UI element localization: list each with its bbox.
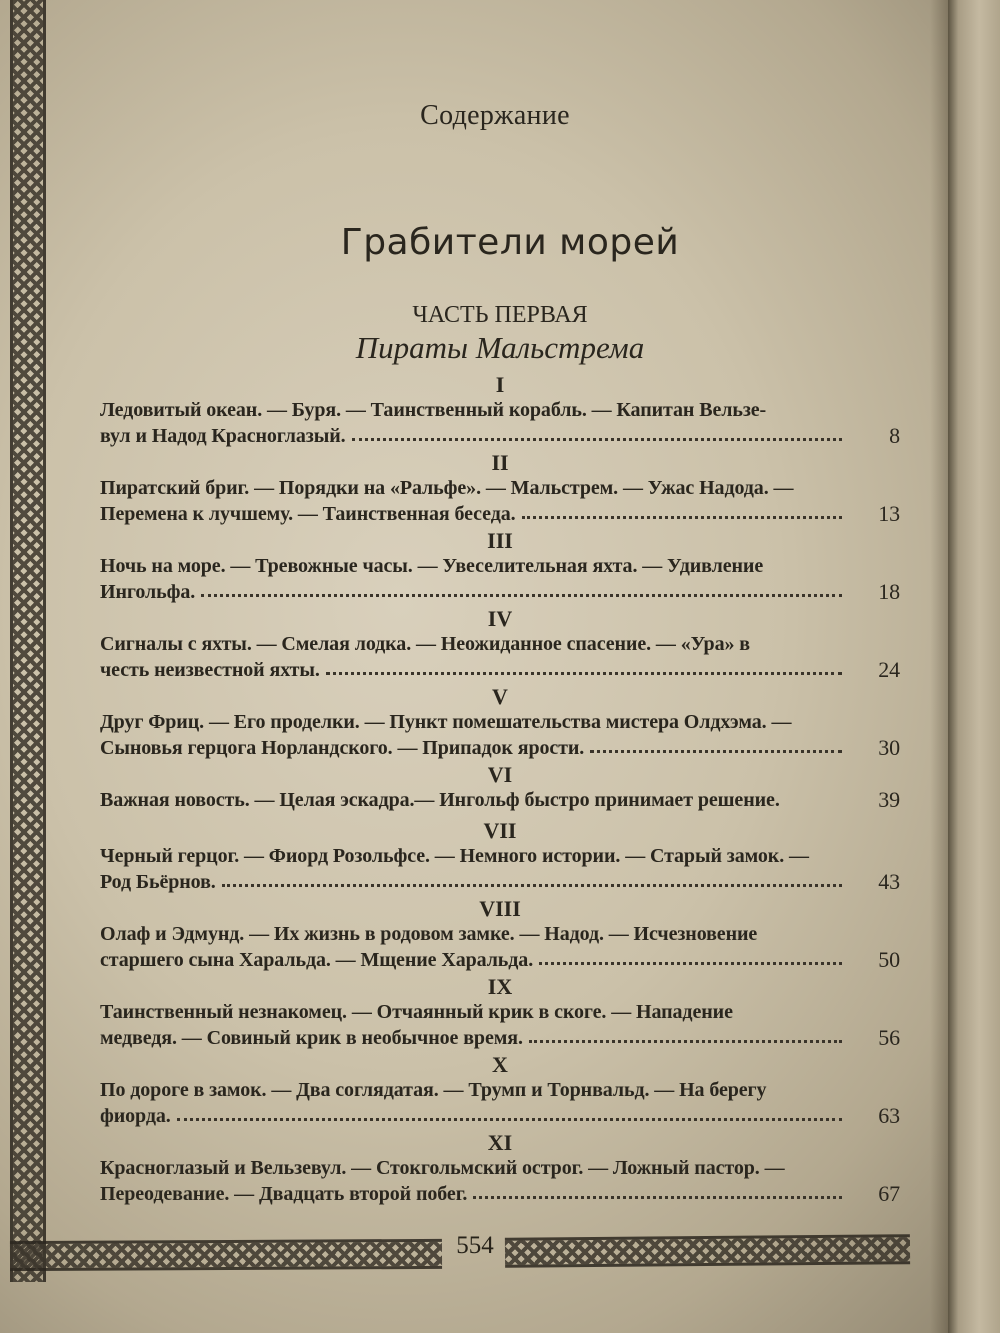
chapter-numeral: VI <box>487 762 513 787</box>
chapter-page-number: 43 <box>878 869 900 894</box>
dot-leader <box>522 516 842 519</box>
chapter-summary-line: Красноглазый и Вельзевул. — Стокгольмский острог. — Ложный пастор. — <box>100 1157 785 1179</box>
chapter-entry <box>100 475 900 527</box>
chapter-numeral: III <box>487 528 513 553</box>
chapter-summary-line: Пиратский бриг. — Порядки на «Ральфе». — Мальстрем. — Ужас Надода. — <box>100 477 794 499</box>
table-of-contents <box>100 372 900 1208</box>
chapter-page-number: 24 <box>878 657 900 682</box>
dot-leader <box>529 1040 842 1043</box>
toc-chapter <box>100 762 900 818</box>
chapter-page-number: 63 <box>878 1103 900 1128</box>
chapter-summary-line: Олаф и Эдмунд. — Их жизнь в родовом замке. — Надод. — Исчезновение <box>100 923 758 945</box>
chapter-entry <box>100 1155 900 1207</box>
chapter-entry <box>100 631 900 683</box>
chapter-numeral: XI <box>487 1130 513 1155</box>
page-number: 554 <box>456 1232 494 1259</box>
chapter-entry <box>100 709 900 761</box>
chapter-summary-line: Сыновья герцога Норландского. — Припадок ярости. <box>100 737 585 759</box>
chapter-numeral: VIII <box>479 896 521 921</box>
toc-chapter <box>100 372 900 450</box>
chapter-numeral: I <box>495 372 505 397</box>
dot-leader <box>473 1196 842 1199</box>
chapter-page-number: 56 <box>878 1025 900 1050</box>
toc-chapter <box>100 684 900 762</box>
chapter-entry <box>100 1077 900 1129</box>
chapter-numeral: II <box>491 450 509 475</box>
decorative-border-bottom-right <box>505 1234 910 1268</box>
chapter-summary-line: По дороге в замок. — Два соглядатая. — Трумп и Торнвальд. — На берегу <box>100 1079 767 1101</box>
chapter-summary-line: честь неизвестной яхты. <box>100 659 320 681</box>
chapter-numeral: IV <box>487 606 513 631</box>
toc-chapter <box>100 450 900 528</box>
adjacent-page-edge <box>948 0 1000 1333</box>
chapter-page-number: 18 <box>878 579 900 604</box>
chapter-entry <box>100 553 900 605</box>
chapter-summary-line: медведя. — Совиный крик в необычное время. <box>100 1027 523 1049</box>
dot-leader <box>222 884 842 887</box>
chapter-entry <box>100 921 900 973</box>
chapter-page-number: 39 <box>878 787 900 812</box>
toc-chapter <box>100 606 900 684</box>
dot-leader <box>786 802 842 805</box>
toc-chapter <box>100 1130 900 1208</box>
chapter-entry <box>100 787 900 813</box>
decorative-border-bottom-left <box>10 1239 442 1271</box>
chapter-numeral: X <box>492 1052 508 1077</box>
chapter-summary-line: фиорда. <box>100 1105 171 1127</box>
dot-leader <box>177 1118 842 1121</box>
chapter-summary-line: Род Бьёрнов. <box>100 871 216 893</box>
chapter-entry <box>100 843 900 895</box>
chapter-page-number: 13 <box>878 501 900 526</box>
toc-chapter <box>100 818 900 896</box>
decorative-border-left <box>10 0 46 1282</box>
chapter-summary-line: Ингольфа. <box>100 581 196 603</box>
chapter-summary-line: Сигналы с яхты. — Смелая лодка. — Неожиданное спасение. — «Ура» в <box>100 633 750 655</box>
chapter-page-number: 50 <box>878 947 900 972</box>
chapter-page-number: 8 <box>889 423 900 448</box>
chapter-entry <box>100 397 900 449</box>
book-title: Грабители морей <box>340 222 680 263</box>
chapter-summary-line: Перемена к лучшему. — Таинственная беседа. <box>100 503 516 525</box>
chapter-summary-line: Важная новость. — Целая эскадра.— Ингольф быстро принимает решение. <box>100 789 780 811</box>
dot-leader <box>326 672 842 675</box>
chapter-numeral: IX <box>487 974 513 999</box>
toc-chapter <box>100 974 900 1052</box>
contents-heading: Содержание <box>420 100 570 131</box>
dot-leader <box>590 750 842 753</box>
chapter-summary-line: вул и Надод Красноглазый. <box>100 425 346 447</box>
toc-chapter <box>100 528 900 606</box>
chapter-summary-line: старшего сына Харальда. — Мщение Харальда. <box>100 949 534 971</box>
chapter-summary-line: Друг Фриц. — Его проделки. — Пункт помешательства мистера Олдхэма. — <box>100 711 792 733</box>
toc-chapter <box>100 1052 900 1130</box>
chapter-page-number: 30 <box>878 735 900 760</box>
chapter-entry <box>100 999 900 1051</box>
chapter-numeral: V <box>492 684 508 709</box>
chapter-summary-line: Ледовитый океан. — Буря. — Таинственный корабль. — Капитан Вельзе- <box>100 399 767 421</box>
part-label: ЧАСТЬ ПЕРВАЯ <box>412 302 588 328</box>
chapter-summary-line: Черный герцог. — Фиорд Розольфсе. — Немного истории. — Старый замок. — <box>100 845 809 867</box>
chapter-summary-line: Таинственный незнакомец. — Отчаянный крик в скоге. — Нападение <box>100 1001 733 1023</box>
dot-leader <box>539 962 842 965</box>
chapter-numeral: VII <box>483 818 517 843</box>
toc-chapter <box>100 896 900 974</box>
dot-leader <box>201 594 842 597</box>
chapter-summary-line: Переодевание. — Двадцать второй побег. <box>100 1183 468 1205</box>
chapter-summary-line: Ночь на море. — Тревожные часы. — Увеселительная яхта. — Удивление <box>100 555 764 577</box>
part-subtitle: Пираты Мальстрема <box>355 330 645 365</box>
chapter-page-number: 67 <box>878 1181 900 1206</box>
dot-leader <box>352 438 842 441</box>
